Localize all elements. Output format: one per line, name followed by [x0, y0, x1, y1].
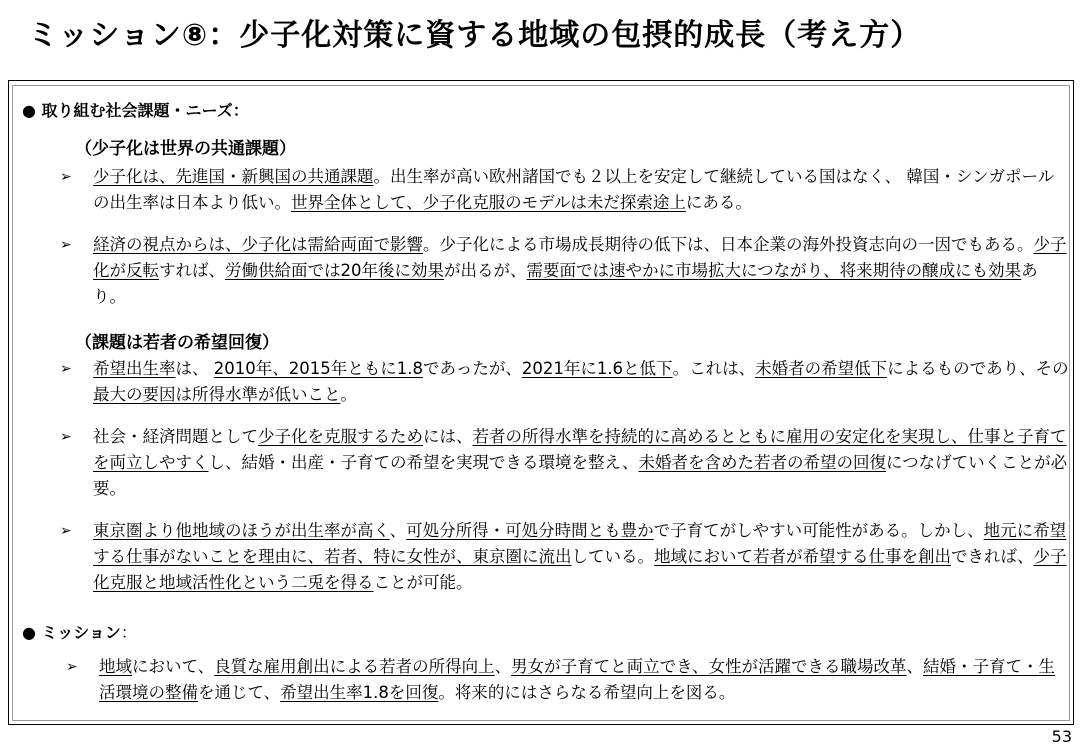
text-segment: を通じて、 — [198, 683, 281, 702]
underlined-text: 地域において若者が希望する仕事を創出 — [654, 547, 951, 566]
underlined-text: 可処分所得・可処分時間とも豊か — [406, 521, 654, 540]
underlined-text: 需要面では速やかに市場拡大につながり、将来期待の醸成にも効果 — [526, 261, 1022, 280]
underlined-text: 未婚者を含めた若者の希望の回復 — [638, 453, 886, 472]
arrow-bullet-icon: ➢ — [60, 169, 72, 185]
underlined-text: 労働供給面では20年後に効果 — [225, 261, 444, 280]
underlined-text: 少子化は、先進国・新興国の共通課題 — [93, 167, 374, 186]
underlined-text: 2010年、2015年ともに1.8 — [213, 359, 423, 378]
underlined-text: 少子化克服と地域活性化という二兎を得る — [93, 547, 1067, 592]
text-segment: 。 — [340, 385, 357, 404]
underlined-text: 2021年に1.6と低下 — [521, 359, 673, 378]
bullet-item — [60, 356, 1070, 408]
underlined-text: 結婚・子育て・生活環境の整備 — [99, 657, 1056, 702]
underlined-text: 若者の所得水準を持続的に高めるとともに雇用の安定化を実現し、仕事と子育てを両立しやすく — [93, 427, 1067, 472]
text-segment: 、 — [389, 521, 407, 540]
underlined-text: 希望出生率1.8を回復 — [280, 683, 439, 702]
text-segment: している。 — [571, 547, 654, 566]
text-segment: につなげていくことが必要。 — [93, 453, 1068, 498]
text-segment: は、 — [175, 359, 214, 378]
underlined-text: 世界全体として、少子化克服のモデルは未だ探索途上 — [291, 193, 686, 212]
bullet-text — [93, 356, 1070, 408]
bullet-text — [99, 654, 1066, 706]
text-segment: できれば、 — [951, 547, 1034, 566]
section-heading-needs — [22, 98, 249, 121]
text-segment: が出るが、 — [444, 261, 527, 280]
bullet-text — [93, 424, 1070, 502]
section-label: 取り組む社会課題・ニーズ： — [41, 101, 249, 120]
bullet-item — [60, 232, 1070, 310]
underlined-text: 東京圏より他地域のほうが出生率が高く — [93, 521, 390, 540]
text-segment: であったが、 — [422, 359, 522, 378]
underlined-text: 希望出生率 — [93, 359, 176, 378]
underlined-text: 未婚者の希望低下 — [755, 359, 888, 378]
page-title: ミッション⑧：少子化対策に資する地域の包摂的成長（考え方） — [28, 18, 922, 53]
bullet-item — [60, 424, 1070, 502]
arrow-bullet-icon: ➢ — [60, 361, 72, 377]
bullet-text — [93, 518, 1070, 596]
bullet-item — [66, 654, 1066, 706]
text-segment: 。これは、 — [672, 359, 756, 378]
text-segment: には、 — [423, 427, 473, 446]
section-colon: ： — [120, 623, 137, 642]
arrow-bullet-icon: ➢ — [60, 429, 72, 445]
bullet-text — [93, 232, 1070, 310]
text-segment: によるものであり、その — [887, 359, 1069, 378]
text-segment: ことが可能。 — [373, 573, 473, 592]
underlined-text: 経済の視点からは、少子化は需給両面で影響 — [93, 235, 423, 254]
text-segment: 、 — [494, 657, 512, 676]
bullet-text — [93, 164, 1070, 216]
subheading-youth-hope: （課題は若者の希望回復） — [75, 333, 279, 353]
text-segment: 社会・経済問題として — [93, 427, 258, 446]
bullet-dot: ● — [22, 101, 36, 120]
text-segment: し、結婚・出産・子育ての希望を実現できる環境を整え、 — [208, 453, 639, 472]
page-number: 53 — [1051, 727, 1072, 746]
text-segment: すれば、 — [159, 261, 225, 280]
subheading-global-issue: （少子化は世界の共通課題） — [75, 139, 296, 159]
underlined-text: 地域 — [99, 657, 132, 676]
text-segment: あり。 — [93, 261, 1038, 306]
section-label: ミッション — [41, 623, 121, 642]
text-segment: において、 — [132, 657, 215, 676]
text-segment: 。出生率が高い欧州諸国でも２以上を安定して継続している国はなく、 韓国・シンガポールの出生率は日本より低い。 — [93, 167, 1055, 212]
underlined-text: 男女が子育てと両立でき、女性が活躍できる職場改革 — [511, 657, 907, 676]
underlined-text: 少子化が反転 — [93, 235, 1067, 280]
bullet-item — [60, 164, 1070, 216]
underlined-text: 地元に希望する仕事がないことを理由に、若者、特に女性が、東京圏に流出 — [93, 521, 1067, 566]
arrow-bullet-icon: ➢ — [60, 523, 72, 539]
text-segment: 、 — [906, 657, 924, 676]
underlined-text: 最大の要因は所得水準が低いこと — [93, 385, 341, 404]
underlined-text: 良質な雇用創出による若者の所得向上 — [214, 657, 495, 676]
text-segment: 。将来的にはさらなる希望向上を図る。 — [438, 683, 736, 702]
bullet-item — [60, 518, 1070, 596]
underlined-text: 少子化を克服するため — [258, 427, 423, 446]
arrow-bullet-icon: ➢ — [60, 237, 72, 253]
text-segment: にある。 — [685, 193, 752, 212]
arrow-bullet-icon: ➢ — [66, 659, 78, 675]
text-segment: で子育てがしやすい可能性がある。しかし、 — [653, 521, 984, 540]
text-segment: 。少子化による市場成長期待の低下は、日本企業の海外投資志向の一因でもある。 — [423, 235, 1034, 254]
bullet-dot: ● — [22, 623, 36, 642]
section-heading-mission — [22, 620, 137, 643]
